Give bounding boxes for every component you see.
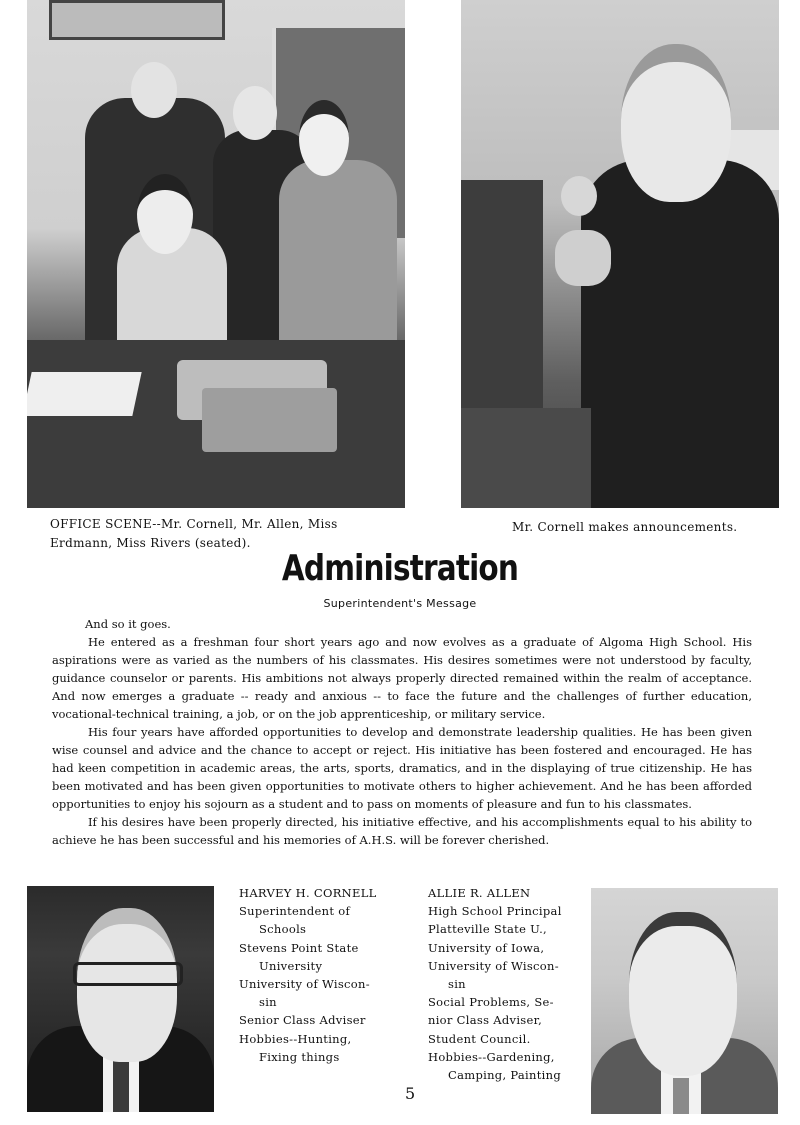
bio-line: Camping, Painting (448, 1068, 562, 1083)
bio-line: University of Iowa, (428, 940, 545, 955)
standing-man-1-head (131, 62, 177, 118)
bio-line: High School Principal (428, 904, 562, 919)
office-scene-photo (27, 0, 405, 508)
message-paragraph: He entered as a freshman four short years ago and now evolves as a graduate of Algoma High School. His aspirations were as varied as the numbers of his classmates. His desires sometimes were not understood by faculty, guidance counselor or parents. His ambitions not always properly directed remained within the realm of acceptance. And now emerges a graduate -- ready and anxious -- to face the future and the challenges of further education, vocational-technical training, a job, or on the job apprenticeship, or military service. (52, 635, 752, 721)
office-photo-caption: OFFICE SCENE--Mr. Cornell, Mr. Allen, Miss Erdmann, Miss Rivers (seated). (50, 517, 338, 550)
bio-line: Superintendent of (239, 904, 350, 919)
bio-line: sin (259, 995, 277, 1010)
bio-line: Schools (259, 922, 307, 937)
man-head (621, 44, 731, 202)
announcement-photo (461, 0, 779, 508)
bio-line: nior Class Adviser, (428, 1013, 543, 1028)
bio-line: University of Wiscon- (428, 958, 559, 973)
superintendent-message (52, 615, 752, 849)
page-number: 5 (405, 1084, 416, 1103)
bio-line: Stevens Point State (239, 940, 359, 955)
bio-line: University of Wiscon- (239, 977, 370, 992)
typewriter-cover (202, 388, 337, 452)
man-hand (555, 230, 611, 286)
cornell-bio (239, 884, 399, 1066)
bio-line: Senior Class Adviser (239, 1013, 366, 1028)
bio-line: Fixing things (259, 1049, 340, 1064)
standing-man-2-head (233, 86, 277, 140)
cabinet (461, 180, 543, 408)
allen-portrait (591, 888, 778, 1114)
allen-tie (673, 1078, 689, 1114)
bio-name: HARVEY H. CORNELL (239, 886, 377, 900)
papers (27, 372, 142, 416)
cornell-glasses (73, 962, 183, 986)
counter (461, 408, 591, 508)
allen-bio (428, 884, 588, 1084)
microphone (561, 176, 597, 216)
bio-line: Platteville State U., (428, 922, 547, 937)
cornell-portrait (27, 886, 214, 1112)
message-paragraph: If his desires have been properly directed, his initiative effective, and his accomplishments equal to his ability to achieve he has been successful and his memories of A.H.S. will be forever cherished. (52, 815, 752, 847)
bio-line: Hobbies--Gardening, (428, 1049, 555, 1064)
seated-woman-head (137, 174, 193, 254)
standing-woman-head (299, 100, 349, 176)
allen-face (629, 912, 737, 1076)
wall-frame (49, 0, 225, 40)
message-paragraph: And so it goes. (85, 617, 171, 631)
bio-line: Hobbies--Hunting, (239, 1031, 352, 1046)
bio-name: ALLIE R. ALLEN (428, 886, 531, 900)
announcement-photo-caption: Mr. Cornell makes announcements. (512, 520, 738, 534)
page-subtitle: Superintendent's Message (323, 597, 477, 610)
bio-line: Social Problems, Se- (428, 995, 554, 1010)
bio-line: Student Council. (428, 1031, 531, 1046)
bio-line: sin (448, 977, 466, 992)
cornell-tie (113, 1056, 129, 1112)
page-title: Administration (281, 548, 519, 589)
bio-line: University (259, 958, 323, 973)
message-paragraph: His four years have afforded opportunities to develop and demonstrate leadership qualities. He has been given wise counsel and advice and the chance to accept or reject. His initiative has been fostered and encouraged. He has had keen competition in academic areas, the arts, sports, dramatics, and in the displaying of true citizenship. He has been motivated and has been given opportunities to motivate others to higher achievement. And he has been afforded opportunities to enjoy his sojourn as a student and to pass on moments of pleasure and fun to his classmates. (52, 725, 752, 811)
man-suit (581, 160, 779, 508)
